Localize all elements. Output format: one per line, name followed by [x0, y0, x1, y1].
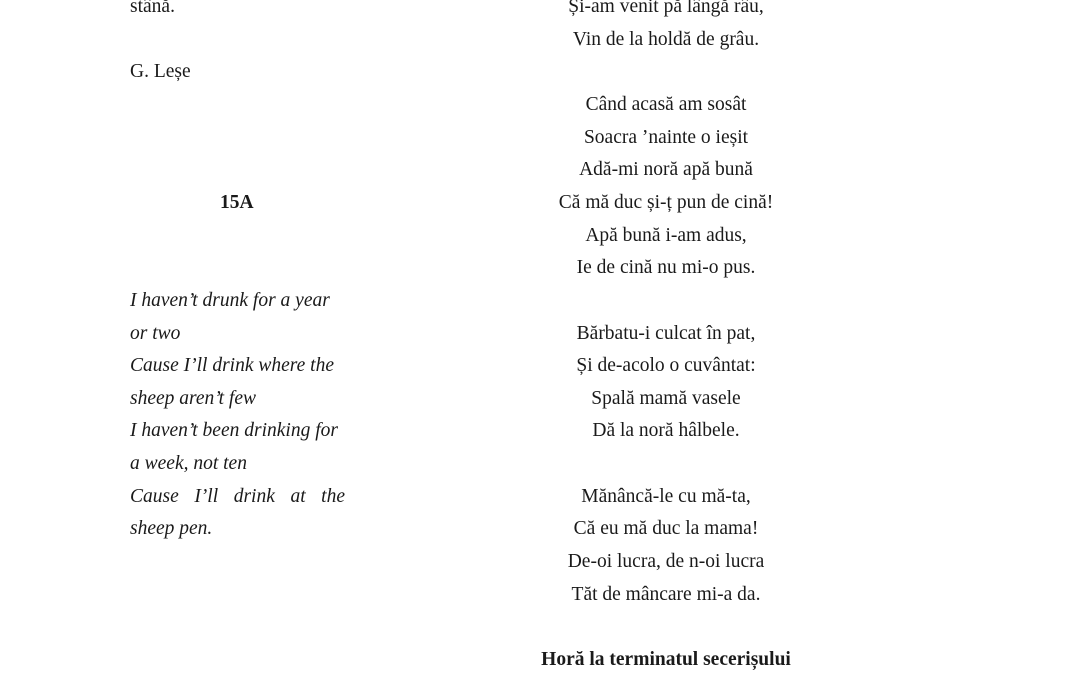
verse-line: Soacra ’nainte o ieșit	[583, 127, 749, 148]
word: Cause	[130, 486, 179, 507]
translation-line: I haven’t drunk for a year	[130, 290, 330, 311]
verse-line: Vin de la holdă de grâu.	[572, 29, 760, 50]
translation-line: sheep aren’t few	[130, 388, 256, 409]
word: drink	[233, 486, 275, 507]
section-number: 15A	[220, 192, 254, 213]
next-section-title: Horă la terminatul secerișului	[541, 649, 791, 670]
translation-line-justified	[130, 485, 345, 509]
verse-line: Bărbatu-i culcat în pat,	[576, 323, 756, 344]
word: I’ll	[194, 486, 219, 507]
translation-line: I haven’t been drinking for	[130, 420, 338, 441]
translation-line: or two	[130, 323, 181, 344]
translation-line: Cause I’ll drink where the	[130, 355, 334, 376]
previous-verse-ending: stână.	[130, 0, 175, 17]
verse-line: De-oi lucra, de n-oi lucra	[567, 551, 765, 572]
verse-line: Că mă duc și-ț pun de cină!	[558, 192, 774, 213]
word: at	[290, 486, 306, 507]
verse-line: Că eu mă duc la mama!	[573, 518, 759, 539]
author-name: G. Leșe	[130, 61, 191, 82]
verse-line: Mănâncă-le cu mă-ta,	[581, 486, 751, 507]
verse-line: Și de-acolo o cuvântat:	[576, 355, 756, 376]
verse-line: Apă bună i-am adus,	[585, 225, 747, 246]
verse-line: Și-am venit pă lângă râu,	[568, 0, 764, 17]
translation-line: sheep pen.	[130, 518, 213, 539]
word: the	[321, 486, 345, 507]
verse-line: Spală mamă vasele	[591, 388, 741, 409]
translation-line: a week, not ten	[130, 453, 247, 474]
verse-line: Ie de cină nu mi-o pus.	[576, 257, 756, 278]
verse-line: Când acasă am sosât	[585, 94, 747, 115]
verse-line: Tăt de mâncare mi-a da.	[571, 584, 761, 605]
verse-line: Dă la noră hâlbele.	[592, 420, 740, 441]
verse-line: Adă-mi noră apă bună	[579, 159, 753, 180]
